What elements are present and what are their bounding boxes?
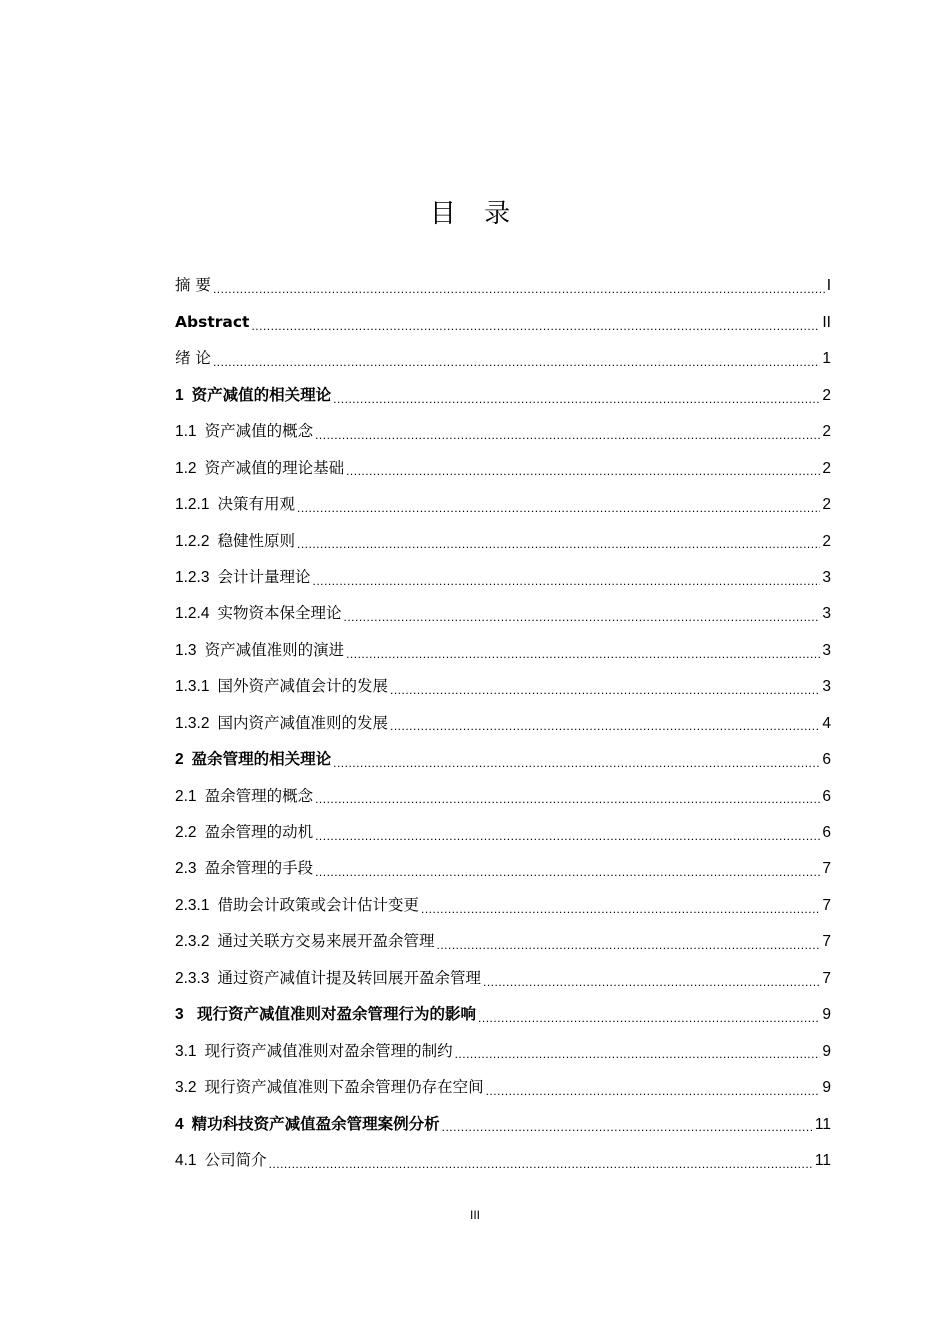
toc-entry-page: 2 — [822, 532, 831, 550]
toc-dot-leader — [486, 1085, 821, 1097]
toc-entry[interactable] — [175, 924, 831, 960]
toc-entry-label — [175, 713, 388, 732]
toc-entry-title: 资产减值准则的演进 — [204, 640, 345, 659]
toc-entry[interactable] — [175, 1070, 831, 1106]
toc-dot-leader — [478, 1012, 820, 1024]
toc-entry-label — [175, 895, 419, 914]
toc-dot-leader — [483, 976, 820, 988]
toc-entry-number: 4 — [175, 1115, 184, 1133]
toc-entry[interactable] — [175, 960, 831, 996]
toc-entry-number: 2.1 — [175, 787, 197, 805]
toc-entry-number: 2.3.2 — [175, 933, 210, 951]
toc-dot-leader — [297, 502, 820, 514]
toc-entry-page: II — [822, 313, 831, 331]
toc-entry-label — [175, 1114, 440, 1133]
toc-dot-leader — [269, 1158, 813, 1170]
toc-dot-leader — [346, 465, 820, 477]
toc-entry-page: 11 — [814, 1151, 831, 1169]
toc-entry-number: 3.2 — [175, 1079, 197, 1097]
toc-entry-label — [175, 531, 295, 550]
toc-entry-page: 6 — [822, 824, 831, 842]
toc-entry-number: 1.3 — [175, 641, 197, 659]
toc-dot-leader — [421, 903, 820, 915]
toc-entry-page: I — [826, 277, 831, 295]
toc-entry[interactable] — [175, 887, 831, 923]
toc-entry-title: 摘 要 — [175, 276, 211, 295]
toc-dot-leader — [390, 720, 820, 732]
toc-entry-title: 现行资产减值准则对盈余管理的制约 — [204, 1041, 453, 1060]
toc-entry[interactable] — [175, 742, 831, 778]
toc-dot-leader — [251, 320, 820, 332]
toc-entry-page: 6 — [822, 787, 831, 805]
toc-entry-label — [175, 606, 342, 622]
toc-entry-page: 3 — [822, 678, 831, 696]
toc-entry-title: 公司简介 — [204, 1150, 267, 1169]
toc-dot-leader — [213, 356, 820, 368]
toc-entry-page: 6 — [822, 751, 831, 769]
toc-entry-label — [175, 1150, 267, 1169]
toc-entry-number: 4.1 — [175, 1151, 197, 1169]
toc-entry-label — [175, 968, 481, 987]
toc-dot-leader — [297, 538, 820, 550]
toc-entry-label — [175, 351, 211, 367]
toc-entry-label — [175, 1041, 453, 1060]
toc-entry-title: 通过资产减值计提及转回展开盈余管理 — [217, 968, 481, 987]
toc-entry-number: 2 — [175, 751, 184, 769]
toc-dot-leader — [346, 648, 820, 660]
toc-entry[interactable] — [175, 560, 831, 596]
toc-entry-label — [175, 934, 435, 950]
toc-dot-leader — [315, 429, 820, 441]
toc-entry[interactable] — [175, 1033, 831, 1069]
page-title: 目 录 — [429, 199, 521, 229]
toc-entry-page: 11 — [814, 1115, 831, 1133]
toc-entry-number: 1.2.3 — [175, 568, 210, 586]
toc-entry[interactable] — [175, 1143, 831, 1179]
toc-entry-page: 1 — [822, 350, 831, 368]
toc-entry-label — [175, 497, 295, 513]
toc-entry-title: 实物资本保全理论 — [217, 604, 342, 623]
toc-entry-number: 1 — [175, 386, 184, 404]
toc-entry[interactable] — [175, 304, 831, 340]
toc-entry-number: 1.2.1 — [175, 496, 210, 514]
toc-dot-leader — [333, 757, 820, 769]
toc-entry-page: 2 — [822, 459, 831, 477]
toc-entry-page: 2 — [822, 423, 831, 441]
toc-entry-title: 资产减值的理论基础 — [204, 458, 345, 477]
toc-entry-number: 1.2.4 — [175, 605, 210, 623]
toc-entry-number: 1.2 — [175, 459, 197, 477]
toc-entry-title: 通过关联方交易来展开盈余管理 — [217, 932, 435, 951]
toc-entry-title: 盈余管理的概念 — [204, 786, 314, 805]
toc-entry-number: 2.3.1 — [175, 896, 210, 914]
toc-entry[interactable] — [175, 414, 831, 450]
toc-entry-page: 2 — [822, 386, 831, 404]
toc-dot-leader — [313, 575, 821, 587]
toc-entry-title: 盈余管理的手段 — [204, 859, 314, 878]
toc-entry[interactable] — [175, 450, 831, 486]
toc-entry[interactable] — [175, 596, 831, 632]
toc-entry-number: 2.3 — [175, 860, 197, 878]
toc-entry-label — [175, 424, 313, 440]
toc-entry-title: 资产减值的概念 — [204, 422, 314, 441]
toc-entry-title: 绪 论 — [175, 349, 211, 368]
toc-entry-title: 稳健性原则 — [217, 531, 295, 550]
toc-entry-number: 1.2.2 — [175, 532, 210, 550]
toc-entry-number: 1.3.1 — [175, 678, 210, 696]
toc-dot-leader — [442, 1121, 813, 1133]
toc-entry-label — [175, 567, 311, 586]
toc-dot-leader — [390, 684, 820, 696]
toc-entry-page: 3 — [822, 641, 831, 659]
toc-entry[interactable] — [175, 487, 831, 523]
toc-entry-label — [175, 278, 211, 294]
toc-entry-number: 3 — [175, 1006, 184, 1024]
toc-entry-page: 3 — [822, 568, 831, 586]
toc-entry-title: 借助会计政策或会计估计变更 — [217, 895, 419, 914]
toc-entry-page: 7 — [822, 896, 831, 914]
toc-entry-page: 3 — [822, 605, 831, 623]
toc-dot-leader — [213, 283, 825, 295]
page-number: III — [469, 1208, 480, 1222]
toc-entry-page: 4 — [822, 714, 831, 732]
toc-dot-leader — [315, 830, 820, 842]
toc-dot-leader — [333, 393, 820, 405]
toc-entry-label — [175, 861, 313, 877]
toc-entry-page: 7 — [822, 860, 831, 878]
toc-entry-page: 2 — [822, 496, 831, 514]
toc-dot-leader — [344, 611, 821, 623]
toc-entry-page: 7 — [822, 969, 831, 987]
toc-entry[interactable] — [175, 341, 831, 377]
toc-entry[interactable] — [175, 778, 831, 814]
toc-entry-label — [175, 825, 313, 841]
toc-entry[interactable] — [175, 997, 831, 1033]
toc-entry-title: 盈余管理的动机 — [204, 823, 314, 842]
toc-entry-title: 盈余管理的相关理论 — [191, 750, 332, 769]
toc-dot-leader — [315, 793, 820, 805]
toc-entry[interactable] — [175, 268, 831, 304]
toc-entry-number: 2.3.3 — [175, 969, 210, 987]
toc-entry-title: 精功科技资产减值盈余管理案例分析 — [191, 1114, 440, 1133]
toc-entry-number: 1.1 — [175, 423, 197, 441]
toc-entry-title: 决策有用观 — [217, 495, 295, 514]
toc-entry-page: 9 — [822, 1042, 831, 1060]
toc-entry-label — [175, 640, 345, 659]
table-of-contents — [175, 268, 831, 1179]
toc-entry-title: 会计计量理论 — [217, 567, 311, 586]
toc-entry-page: 7 — [822, 933, 831, 951]
toc-entry-label — [175, 752, 331, 768]
toc-entry-label — [175, 786, 314, 805]
toc-entry[interactable] — [175, 523, 831, 559]
toc-entry[interactable] — [175, 669, 831, 705]
toc-entry-title: Abstract — [175, 312, 250, 331]
toc-entry-title: 资产减值的相关理论 — [191, 385, 332, 404]
toc-entry[interactable] — [175, 705, 831, 741]
toc-entry[interactable] — [175, 1106, 831, 1142]
toc-dot-leader — [315, 866, 820, 878]
toc-entry-label — [175, 312, 250, 331]
toc-dot-leader — [437, 939, 821, 951]
toc-entry-title: 国外资产减值会计的发展 — [217, 677, 388, 696]
toc-entry[interactable] — [175, 815, 831, 851]
toc-entry-title: 国内资产减值准则的发展 — [217, 713, 388, 732]
toc-entry-number: 1.3.2 — [175, 714, 210, 732]
toc-entry-number: 2.2 — [175, 824, 197, 842]
toc-entry-label — [175, 1080, 484, 1096]
toc-entry-number: 3.1 — [175, 1042, 197, 1060]
toc-entry-title: 现行资产减值准则下盈余管理仍存在空间 — [204, 1078, 484, 1097]
toc-entry-label — [175, 385, 332, 404]
toc-entry-label — [175, 679, 388, 695]
toc-entry-title: 现行资产减值准则对盈余管理行为的影响 — [191, 1005, 477, 1024]
toc-dot-leader — [455, 1048, 821, 1060]
toc-entry[interactable] — [175, 632, 831, 668]
toc-entry-label — [175, 1007, 476, 1023]
toc-entry[interactable] — [175, 851, 831, 887]
toc-entry-page: 9 — [822, 1079, 831, 1097]
toc-entry-label — [175, 458, 345, 477]
toc-entry-page: 9 — [822, 1006, 831, 1024]
toc-entry[interactable] — [175, 377, 831, 413]
